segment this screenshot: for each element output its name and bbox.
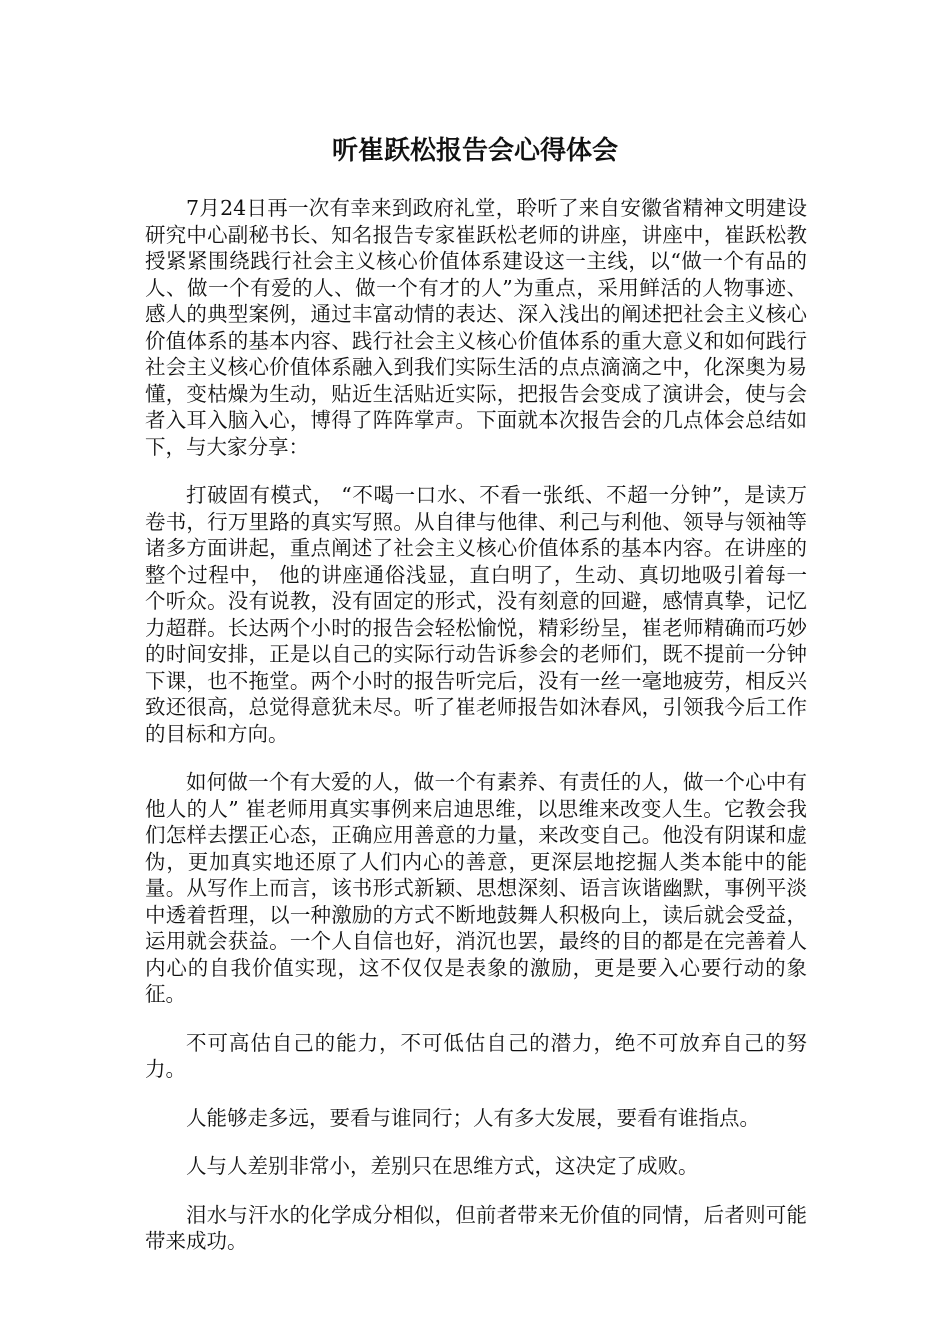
paragraph-intro: 7月24日再一次有幸来到政府礼堂，聆听了来自安徽省精神文明建设研究中心副秘书长、知名报告专家崔跃松老师的讲座，讲座中，崔跃松教授紧紧围绕践行社会主义核心价值体系建设这一主线，以“做一个有品的人、做一个有爱的人、做一个有才的人”为重点，采用鲜活的人物事迹、感人的典型案例，通过丰富动情的表达、深入浅出的阐述把社会主义核心价值体系的基本内容、践行社会主义核心价值体系的重大意义和如何践行社会主义核心价值体系融入到我们实际生活的点点滴滴之中，化深奥为易懂，变枯燥为生动，贴近生活贴近实际，把报告会变成了演讲会，使与会者入耳入脑入心，博得了阵阵掌声。下面就本次报告会的几点体会总结如下，与大家分享： bbox=[145, 196, 807, 459]
paragraph-quote-companion: 人能够走多远，要看与谁同行；人有多大发展，要看有谁指点。 bbox=[186, 1105, 760, 1130]
document-title: 听崔跃松报告会心得体会 bbox=[331, 136, 618, 166]
paragraph-quote-thinking: 人与人差别非常小，差别只在思维方式，这决定了成败。 bbox=[186, 1154, 699, 1178]
document-body bbox=[145, 195, 807, 1277]
paragraph-quote-tears-sweat: 泪水与汗水的化学成分相似，但前者带来无价值的同情，后者则可能带来成功。 bbox=[145, 1202, 807, 1253]
paragraph-quote-ability: 不可高估自己的能力，不可低估自己的潜力，绝不可放弃自己的努力。 bbox=[145, 1030, 807, 1081]
paragraph-great-love: 如何做一个有大爱的人，做一个有素养、有责任的人，做一个心中有他人的人” 崔老师用真实事例来启迪思维，以思维来改变人生。它教会我们怎样去摆正心态，正确应用善意的力量，来改变自己。他没有阴谋和虚伪，更加真实地还原了人们内心的善意，更深层地挖掘人类本能中的能量。从写作上而言，该书形式新颖、思想深刻、语言诙谐幽默，事例平淡中透着哲理，以一种激励的方式不断地鼓舞人积极向上，读后就会受益，运用就会获益。一个人自信也好，消沉也罢，最终的目的都是在完善着人内心的自我价值实现，这不仅仅是表象的激励，更是要入心要行动的象征。 bbox=[145, 770, 807, 1006]
paragraph-break-pattern: 打破固有模式， “不喝一口水、不看一张纸、不超一分钟”，是读万卷书，行万里路的真实写照。从自律与他律、利己与利他、领导与领袖等诸多方面讲起，重点阐述了社会主义核心价值体系的基本内容。在讲座的整个过程中， 他的讲座通俗浅显，直白明了，生动、真切地吸引着每一个听众。没有说教，没有固定的形式，没有刻意的回避，感情真挚，记忆力超群。长达两个小时的报告会轻松愉悦，精彩纷呈，崔老师精确而巧妙的时间安排，正是以自己的实际行动告诉参会的老师们，既不提前一分钟下课，也不拖堂。两个小时的报告听完后，没有一丝一毫地疲劳，相反兴致还很高，总觉得意犹未尽。听了崔老师报告如沐春风，引领我今后工作的目标和方向。 bbox=[145, 483, 807, 746]
